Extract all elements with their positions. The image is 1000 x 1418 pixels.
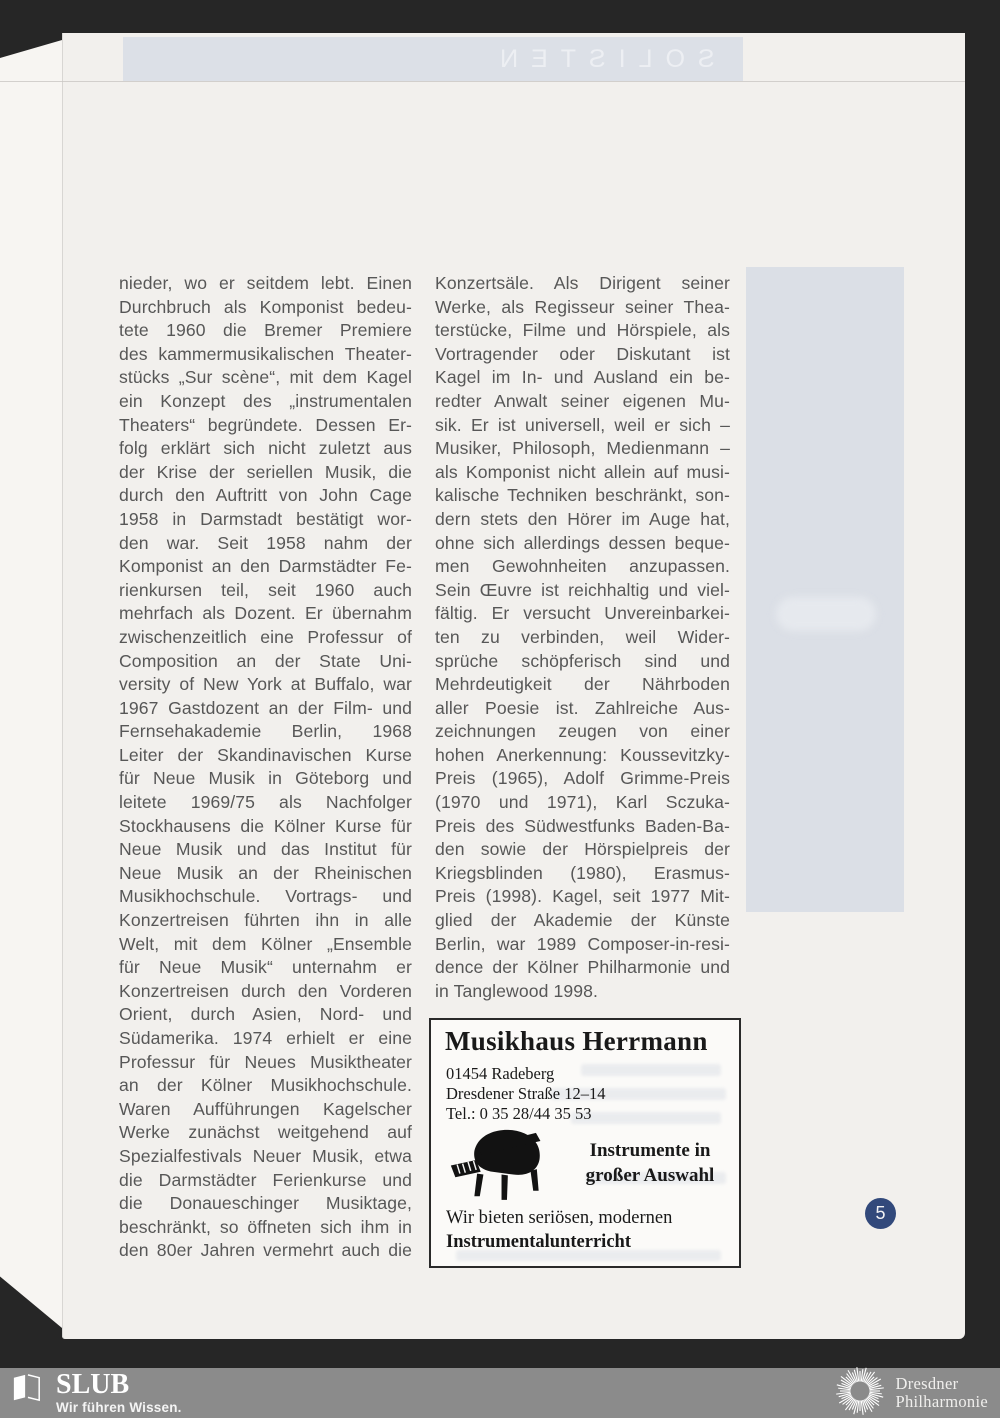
- text-line: sprüche schöpferisch sind und: [435, 650, 730, 671]
- text-line: den war. Seit 1958 nahm der: [119, 532, 412, 553]
- text-line: Leiter der Skandinavischen Kurse: [119, 744, 412, 765]
- ad-offer-line1: Wir bieten seriösen, modernen: [446, 1208, 673, 1228]
- text-line: aller Poesie ist. Zahlreiche Aus-: [435, 697, 730, 718]
- text-line: versity of New York at Buffalo, war: [119, 674, 412, 695]
- ad-tagline-line1: Instrumente in: [589, 1140, 711, 1161]
- text-line: Welt, mit dem Kölner „Ensemble: [119, 933, 412, 954]
- text-line: Preis (1998). Kagel, seit 1977 Mit-: [435, 886, 730, 907]
- text-line: an der Kölner Musikhochschule.: [119, 1075, 412, 1096]
- text-line: folg erklärt sich nicht zuletzt aus: [119, 438, 412, 459]
- text-line: dence der Kölner Philharmonie und: [435, 957, 730, 978]
- text-line: Kagel im In- und Ausland ein be-: [435, 367, 730, 388]
- text-line: 1967 Gastdozent an der Film- und: [119, 697, 412, 718]
- scanned-page: [62, 33, 965, 1339]
- philharmonie-line2: Philharmonie: [895, 1392, 988, 1411]
- text-line: Südamerika. 1974 erhielt er eine: [119, 1028, 412, 1048]
- text-line: Konzertsäle. Als Dirigent seiner: [435, 273, 730, 293]
- text-line: terstücke, Filme und Hörspiele, als: [435, 320, 730, 341]
- text-showthrough-block: [746, 267, 904, 912]
- ad-address: [446, 1064, 605, 1124]
- text-line: Konzertreisen durch den Vorderen: [119, 980, 412, 1001]
- article-column-left: [119, 272, 412, 1263]
- grand-piano-icon: [447, 1122, 547, 1213]
- ad-tagline: [569, 1138, 731, 1188]
- text-line: mehrfach als Dozent. Er übernahm: [119, 603, 412, 624]
- text-line: Mehrdeutigkeit der Nährboden: [435, 674, 730, 695]
- page-number-badge: [865, 1198, 896, 1229]
- text-line: zeichnungen zeugen von einer: [435, 721, 730, 742]
- viewer-footer: [0, 1368, 1000, 1418]
- text-line: Werke, als Regisseur seiner Thea-: [435, 296, 730, 317]
- text-line: Orient, durch Asien, Nord- und: [119, 1004, 412, 1025]
- text-line: Theaters“ begründete. Dessen Er-: [119, 414, 412, 435]
- text-line: fältig. Er versucht Unvereinbarkei-: [435, 603, 730, 624]
- text-line: stücks „Sur scène“, mit dem Kagel: [119, 367, 412, 388]
- text-line: Musiker, Philosoph, Medienmann –: [435, 438, 730, 459]
- text-line: 1958 in Darmstadt bestätigt wor-: [119, 508, 412, 529]
- text-line: Konzertreisen führten ihn in alle: [119, 910, 412, 931]
- text-line: Musikhochschule. Vortrags- und: [119, 886, 412, 907]
- text-line: nieder, wo er seitdem lebt. Einen: [119, 273, 412, 293]
- ad-offer-line2: Instrumentalunterricht: [446, 1232, 631, 1252]
- text-line: für Neue Musik“ unternahm er: [119, 957, 412, 978]
- text-line: Berlin, war 1989 Composer-in-resi-: [435, 933, 730, 954]
- text-line: glied der Akademie der Künste: [435, 910, 730, 931]
- starburst-icon: [835, 1366, 885, 1418]
- ad-address-line: Tel.: 0 35 28/44 35 53: [446, 1104, 592, 1123]
- text-line: (1970 und 1971), Karl Sczuka-: [435, 792, 730, 813]
- text-line: redter Anwalt seiner eigenen Mu-: [435, 390, 730, 411]
- philharmonie-wordmark: [895, 1375, 988, 1411]
- text-line: Werke zunächst weitgehend auf: [119, 1122, 412, 1143]
- text-line: men Gewohnheiten anzupassen.: [435, 556, 730, 577]
- text-line: beschränkt, so öffneten sich ihm in: [119, 1216, 412, 1237]
- text-line: rienkursen teil, seit 1960 auch: [119, 579, 412, 600]
- text-line: Durchbruch als Komponist bedeu-: [119, 296, 412, 317]
- text-line: Preis des Südwestfunks Baden-Ba-: [435, 815, 730, 836]
- ad-address-line: Dresdener Straße 12–14: [446, 1084, 606, 1103]
- soloists-banner-showthrough: [123, 37, 743, 81]
- text-line: Neue Musik an der Rheinischen: [119, 862, 412, 883]
- philharmonie-line1: Dresdner: [895, 1374, 959, 1393]
- slub-wordmark: [56, 1371, 182, 1415]
- mirrored-heading-text: SOLISTEN: [487, 44, 715, 73]
- text-line: dern stets den Hörer im Auge hat,: [435, 508, 730, 529]
- slub-tagline: Wir führen Wissen.: [56, 1400, 182, 1415]
- text-line: für Neue Musik in Göteborg und: [119, 768, 412, 789]
- text-line: die Donaueschinger Musiktage,: [119, 1193, 412, 1214]
- page-fold-line: [0, 81, 965, 82]
- text-line: leitete 1969/75 als Nachfolger: [119, 792, 412, 813]
- advertisement-musikhaus-herrmann: [429, 1018, 741, 1268]
- text-line: Stockhausens die Kölner Kurse für: [119, 815, 412, 836]
- ad-title: Musikhaus Herrmann: [445, 1026, 708, 1056]
- dresdner-philharmonie-logo[interactable]: [835, 1368, 988, 1418]
- text-line: des kammermusikalischen Theater-: [119, 343, 412, 364]
- paper-smudge: [776, 597, 876, 631]
- text-line: Sein Œuvre ist reichhaltig und viel-: [435, 579, 730, 600]
- text-line: ohne sich allerdings dessen beque-: [435, 532, 730, 553]
- text-line: ten zu verbinden, weil Wider-: [435, 626, 730, 647]
- slub-name: SLUB: [56, 1369, 130, 1400]
- text-line: Komponist an den Darmstädter Fe-: [119, 556, 412, 577]
- article-column-right: [435, 272, 730, 1003]
- text-line: sik. Er ist universell, weil er sich –: [435, 414, 730, 435]
- text-line: in Tanglewood 1998.: [435, 980, 598, 1001]
- text-line: Neue Musik und das Institut für: [119, 839, 412, 860]
- slub-logo[interactable]: [12, 1371, 182, 1415]
- open-book-icon: [12, 1371, 42, 1415]
- text-line: ein Konzept des „instrumentalen: [119, 390, 412, 411]
- text-line: tete 1960 die Bremer Premiere: [119, 320, 412, 341]
- text-line: zwischenzeitlich eine Professur of: [119, 626, 412, 647]
- text-line: Composition an der State Uni-: [119, 650, 412, 671]
- text-line: den sowie der Hörspielpreis der: [435, 839, 730, 860]
- text-line: durch den Auftritt von John Cage: [119, 485, 412, 506]
- text-line: der Krise der seriellen Musik, die: [119, 461, 412, 482]
- ad-address-line: 01454 Radeberg: [446, 1064, 555, 1083]
- text-line: den 80er Jahren vermehrt auch die: [119, 1240, 412, 1261]
- text-line: Kriegsblinden (1980), Erasmus-: [435, 862, 730, 883]
- text-line: Preis (1965), Adolf Grimme-Preis: [435, 768, 730, 789]
- previous-page-edge: [0, 40, 62, 1328]
- text-line: als Komponist nicht allein auf musi-: [435, 461, 730, 482]
- text-line: Professur für Neues Musiktheater: [119, 1051, 412, 1072]
- text-line: kalische Techniken beschränkt, son-: [435, 485, 730, 506]
- page-number-value: 5: [875, 1203, 886, 1223]
- text-line: Vortragender oder Diskutant ist: [435, 343, 730, 364]
- ad-tagline-line2: großer Auswahl: [585, 1165, 715, 1186]
- text-line: Fernsehakademie Berlin, 1968: [119, 721, 412, 742]
- text-line: hohen Anerkennung: Koussevitzky-: [435, 744, 730, 765]
- text-line: Spezialfestivals Neuer Musik, etwa: [119, 1145, 412, 1166]
- text-line: die Darmstädter Ferienkurse und: [119, 1169, 412, 1190]
- text-line: Waren Aufführungen Kagelscher: [119, 1098, 412, 1119]
